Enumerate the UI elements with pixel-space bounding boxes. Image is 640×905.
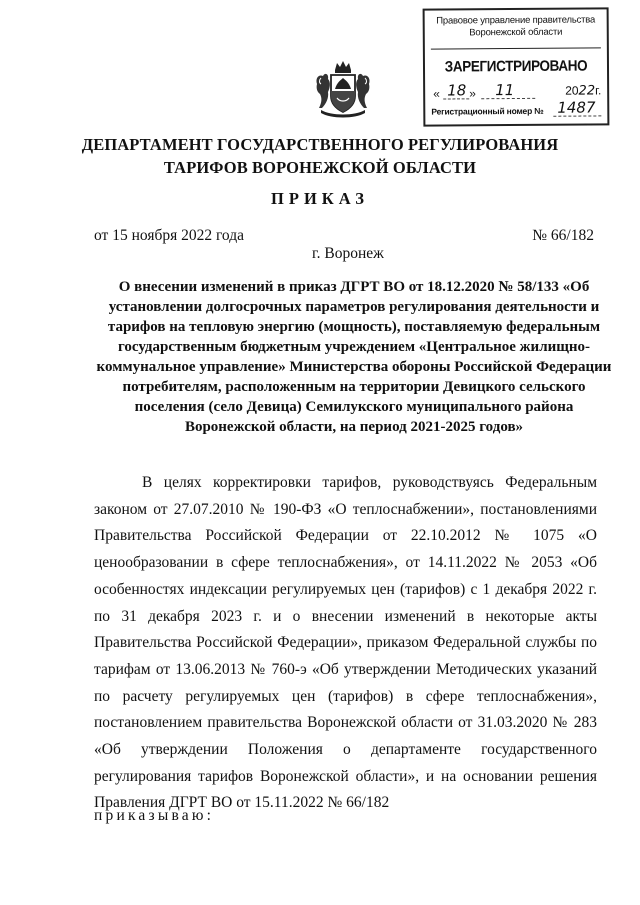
stamp-reg-line <box>553 115 601 116</box>
department-name <box>0 133 640 179</box>
stamp-reg-label: Регистрационный номер № <box>431 105 544 117</box>
order-number: № 66/182 <box>532 227 594 244</box>
order-date: от 15 ноября 2022 года <box>94 227 245 244</box>
stamp-date-month: 11 <box>495 81 515 100</box>
decree-word: приказываю: <box>94 807 215 824</box>
stamp-date-year <box>565 83 601 98</box>
stamp-reg-number: 1487 <box>557 98 596 117</box>
stamp-organization: Правовое управление правительства Воронежской области <box>436 14 596 39</box>
stamp-month-line <box>481 98 535 99</box>
department-name-text: ДЕПАРТАМЕНТ ГОСУДАРСТВЕННОГО РЕГУЛИРОВАНИЯ ТАРИФОВ ВОРОНЕЖСКОЙ ОБЛАСТИ <box>81 135 559 177</box>
document-type: ПРИКАЗ <box>271 189 369 208</box>
coat-of-arms-icon <box>313 58 373 120</box>
stamp-date-day: 18 <box>447 81 467 100</box>
stamp-title: ЗАРЕГИСТРИРОВАНО <box>444 57 588 76</box>
stamp-divider <box>431 47 601 49</box>
order-body: В целях корректировки тарифов, руководствуясь Федеральным законом от 27.07.2010 № 190-ФЗ «О теплоснабжении», постановлениями Правительства Российской Федерации от 22.10.2012 № 1075 «О ценообразовании в сфере теплоснабжения», от 14.11.2022 № 2053 «Об особенностях индексации регулируемых цен (тарифов) с 1 декабря 2022 г. по 31 декабря 2023 г. и о внесении изменений в некоторые акты Правительства Российской Федерации», приказом Федеральной службы по тарифам от 13.06.2013 № 760-э «Об утверждении Методических указаний по расчету регулируемых цен (тарифов) в сфере теплоснабжения», постановлением правительства Воронежской области от 31.03.2020 № 283 «Об утверждении Положения о департаменте государственного регулирования тарифов Воронежской области», и на основании решения Правления ДГРТ ВО от 15.11.2022 № 66/182 <box>94 474 597 812</box>
registration-stamp <box>423 7 610 126</box>
order-subject: О внесении изменений в приказ ДГРТ ВО от 18.12.2020 № 58/133 «Об установлении долгосрочных параметров регулирования деятельности и тарифов на тепловую энергию (мощность), поставляемую федеральным государственным бюджетным учреждением «Центральное жилищно-коммунальное управление» Министерства обороны Российской Федерации потребителям, расположенным на территории Девицкого сельского поселения (село Девица) Семилукского муниципального района Воронежской области, на период 2021-2025 годов» <box>96 279 612 435</box>
stamp-quote-open: « <box>433 86 440 101</box>
stamp-year-abbr: г. <box>595 83 602 98</box>
stamp-year-prefix: 20 <box>565 83 579 98</box>
order-city: г. Воронеж <box>312 245 384 262</box>
stamp-year-suffix: 22 <box>578 83 596 99</box>
stamp-quote-close: » <box>469 86 476 101</box>
stamp-day-line <box>443 98 469 99</box>
